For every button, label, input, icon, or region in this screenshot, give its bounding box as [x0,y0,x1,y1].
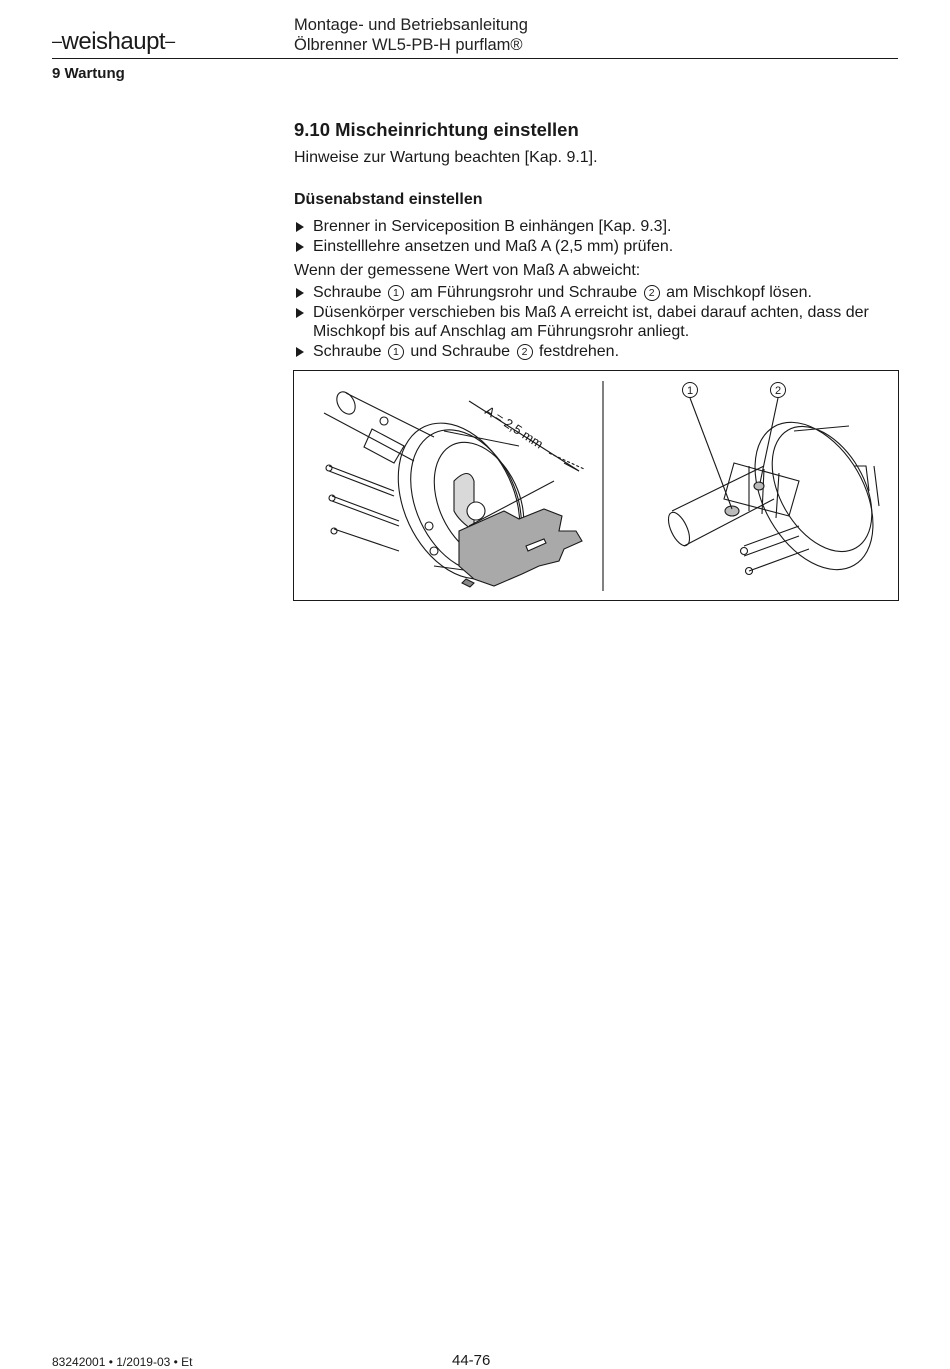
bullet-arrow-icon [296,347,304,357]
step-text: am Mischkopf lösen. [666,284,812,301]
page-number: 44-76 [452,1352,491,1369]
condition-text: Wenn der gemessene Wert von Maß A abweicht: [294,262,641,279]
callout-marker-1: 1 [388,344,404,360]
logo-text: weishaupt [61,28,166,55]
step-text: Schraube [313,284,382,301]
bullet-arrow-icon [296,222,304,232]
section-intro: Hinweise zur Wartung beachten [Kap. 9.1]. [294,149,598,166]
subsection-title: Düsenabstand einstellen [294,191,483,208]
bullet-arrow-icon [296,288,304,298]
figure-callout-1: 1 [686,385,694,397]
section-title: 9.10 Mischeinrichtung einstellen [294,119,579,140]
bullet-arrow-icon [296,242,304,252]
step-text: Einstelllehre ansetzen und Maß A (2,5 mm) prüfen. [313,237,674,255]
step-text: Düsenkörper verschieben bis Maß A erreicht ist, dabei darauf achten, dass der Mischkopf bis auf Anschlag am Führungsrohr anliegt. [313,303,869,340]
technical-figure [293,370,899,601]
callout-marker-1: 1 [388,285,404,301]
figure-callout-2: 2 [774,385,782,397]
header-divider [52,58,898,59]
callout-marker-2: 2 [644,285,660,301]
document-title-line2: Ölbrenner WL5-PB-H purflam® [294,36,523,54]
step-text: festdrehen. [538,342,620,360]
burner-illustration [294,371,898,600]
document-title-line1: Montage- und Betriebsanleitung [294,16,528,34]
step-item [294,217,894,237]
steps-list-1 [294,217,894,256]
document-title [294,15,528,55]
footer-doc-number: 83242001 • 1/2019-03 • Et [52,1355,193,1369]
callout-marker-2: 2 [517,344,533,360]
chapter-heading: 9 Wartung [52,65,125,82]
step-text: und Schraube [410,342,511,360]
dimension-label: A = 2,5 mm [482,402,546,452]
bullet-arrow-icon [296,308,304,318]
step-item [294,283,894,303]
step-item [294,303,894,342]
steps-list-2 [294,283,894,361]
step-item [294,342,894,362]
step-text: Brenner in Serviceposition B einhängen [Kap. 9.3]. [313,218,672,235]
step-text: am Führungsrohr und Schraube [410,284,638,301]
step-text: Schraube [313,342,382,360]
step-item [294,237,894,257]
brand-logo: –weishaupt– [52,28,175,55]
